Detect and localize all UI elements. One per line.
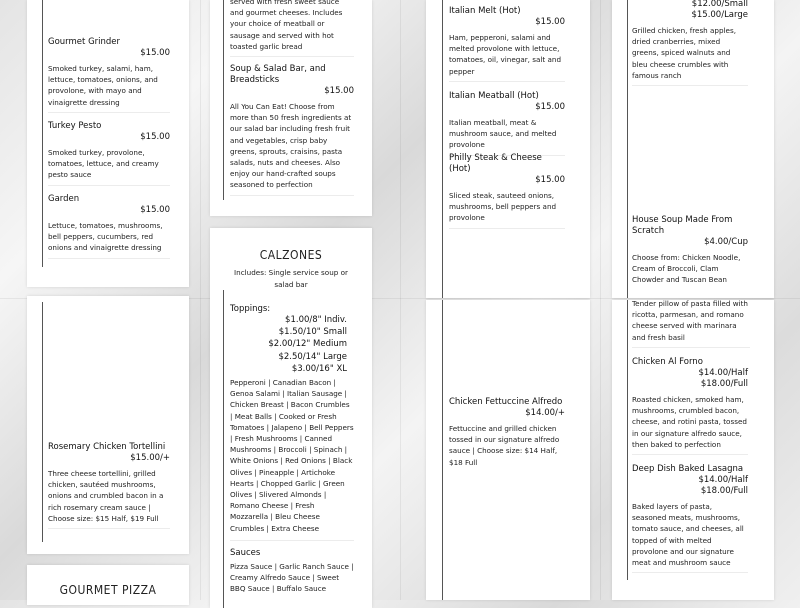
sauces-label: Sauces [230,548,261,558]
item-name: Garden [48,194,80,204]
menu-item-apple-salad [632,0,748,86]
item-name: Gourmet Grinder [48,37,121,47]
item-price: $15.00 [140,48,170,58]
item-description: Italian meatball, meat & mushroom sauce, and melted provolone [449,118,557,150]
item-description: Lettuce, tomatoes, mushrooms, bell peppers, cucumbers, red onions and vinaigrette dressing [48,221,163,253]
topping-price-small: $1.50/10" Small [278,327,347,338]
menu-card-hot-sandwiches [426,0,590,298]
item-name: Rosemary Chicken Tortellini [48,442,166,452]
menu-card-pasta-1 [27,296,189,554]
item-name: Italian Melt (Hot) [449,6,521,16]
calzones-includes-note: Includes: Single service soup or salad bar [234,268,348,289]
menu-item-ravioli-partial [632,294,750,348]
item-price-half: $14.00/Half [698,368,748,378]
menu-item-gourmet-grinder [48,37,170,113]
menu-item-chicken-fettuccine-alfredo [449,397,565,468]
item-price: $15.00 [324,86,354,96]
item-description: served with fresh sweet sauce and gourmet cheeses. Includes your choice of meatball or sausage and served with hot toasted garlic bread [230,0,343,51]
item-price-large: $15.00/Large [691,10,748,20]
menu-item-chicken-al-forno [632,357,748,455]
menu-item-soup-salad-bar [230,64,354,196]
item-name: Turkey Pesto [48,121,102,131]
menu-card-pasta-3 [612,300,774,600]
topping-price-indiv: $1.00/8" Indiv. [285,315,347,325]
sauces-list: Pizza Sauce | Garlic Ranch Sauce | Creamy Alfredo Sauce | Sweet BBQ Sauce | Buffalo Sauce [230,562,354,594]
menu-item-italian-meatball [449,91,565,156]
item-description: Sliced steak, sauteed onions, mushrooms, bell peppers and provolone [449,191,557,223]
menu-item-turkey-pesto [48,121,170,186]
item-description: Tender pillow of pasta filled with ricotta, parmesan, and romano cheese served with marinara and fresh basil [632,299,748,342]
topping-price-large: $2.50/14" Large [278,351,347,362]
item-description: Fettuccine and grilled chicken tossed in our signature alfredo sauce | Choose size: $14 Half, $18 Full [449,424,560,467]
item-price-full: $18.00/Full [700,486,748,496]
item-description: Smoked turkey, provolone, tomatoes, lettuce, and creamy pesto sauce [48,148,159,180]
item-price-full: $18.00/Full [700,379,748,389]
menu-card-sandwiches-1 [27,0,189,287]
menu-item-philly-steak [449,153,565,229]
item-price: $14.00/+ [525,408,565,418]
item-name: Italian Meatball (Hot) [449,91,539,101]
menu-item-rosemary-chicken-tortellini [48,442,170,529]
item-name: House Soup Made From Scratch [632,215,733,236]
item-price-small: $12.00/Small [691,0,748,9]
section-title-calzones: CALZONES [259,248,323,262]
item-description: Three cheese tortellini, grilled chicken, sautéed mushrooms, onions and crumbled bacon in a rich rosemary cream sauce | Choose size: $15 Half, $19 Full [48,469,164,523]
menu-card-specials [210,0,372,216]
toppings-label: Toppings: [230,304,271,314]
menu-item-deep-dish-lasagna [632,464,748,573]
item-price: $15.00 [535,17,565,27]
item-name: Chicken Fettuccine Alfredo [449,397,563,407]
menu-item-partial [230,0,354,57]
item-description: Grilled chicken, fresh apples, dried cranberries, mixed greens, spiced walnuts and bleu cheese crumbles with famous ranch [632,26,737,80]
menu-card-calzones [210,228,372,608]
item-price-half: $14.00/Half [698,475,748,485]
menu-card-salads-soups [612,0,774,298]
section-title-gourmet-pizza: GOURMET PIZZA [59,583,157,597]
item-description: All You Can Eat! Choose from more than 50 fresh ingredients at our salad bar including fresh fruit and vegetables, crisp baby greens, sprouts, craisins, pasta salads, nuts and cheeses. Also enjoy our hand-crafted soups seasoned to perfection [230,102,352,190]
topping-price-medium: $2.00/12" Medium [268,339,347,350]
menu-item-italian-melt [449,6,565,82]
item-name: Soup & Salad Bar, and Breadsticks [230,64,326,85]
item-price: $15.00 [140,205,170,215]
item-description: Roasted chicken, smoked ham, mushrooms, crumbled bacon, cheese, and rotini pasta, tossed in our signature alfredo sauce, then baked to perfection [632,395,747,449]
item-description: Choose from: Chicken Noodle, Cream of Broccoli, Clam Chowder and Tuscan Bean [632,253,741,285]
item-price: $15.00 [535,102,565,112]
menu-item-garden [48,194,170,259]
menu-item-house-soup [632,215,748,286]
item-price: $4.00/Cup [704,237,748,247]
topping-size-prices [230,314,347,375]
item-description: Baked layers of pasta, seasoned meats, mushrooms, tomato sauce, and cheeses, all topped of with melted provolone and our signature meat and mushroom sauce [632,502,744,568]
item-price: $15.00 [535,175,565,185]
item-name: Chicken Al Forno [632,357,703,367]
topping-price-xl: $3.00/16" XL [291,363,347,374]
item-description: Ham, pepperoni, salami and melted provolone with lettuce, tomatoes, oil, vinegar, salt and pepper [449,33,562,76]
item-description: Smoked turkey, salami, ham, lettuce, tomatoes, onions, and provolone, with mayo and vinaigrette dressing [48,64,158,107]
item-name: Philly Steak & Cheese (Hot) [449,153,542,174]
item-name: Deep Dish Baked Lasagna [632,464,744,474]
menu-card-pasta-2 [426,300,590,600]
toppings-list: Pepperoni | Canadian Bacon | Genoa Salami | Italian Sausage | Chicken Breast | Bacon Crumbles | Meat Balls | Cooked or Fresh Tomatoes | Jalapeno | Bell Peppers | Fresh Mushrooms | Canned Mushrooms | Broccoli | Spinach | White Onions | Red Onions | Black Olives | Pineapple | Artichoke Hearts | Chopped Garlic | Green Olives | Slivered Almonds | Romano Cheese | Fresh Mozzarella | Bleu Cheese Crumbles | Extra Cheese [230,378,354,533]
menu-card-gourmet-pizza [27,565,189,605]
item-price: $15.00/+ [130,453,170,463]
item-price: $15.00 [140,132,170,142]
